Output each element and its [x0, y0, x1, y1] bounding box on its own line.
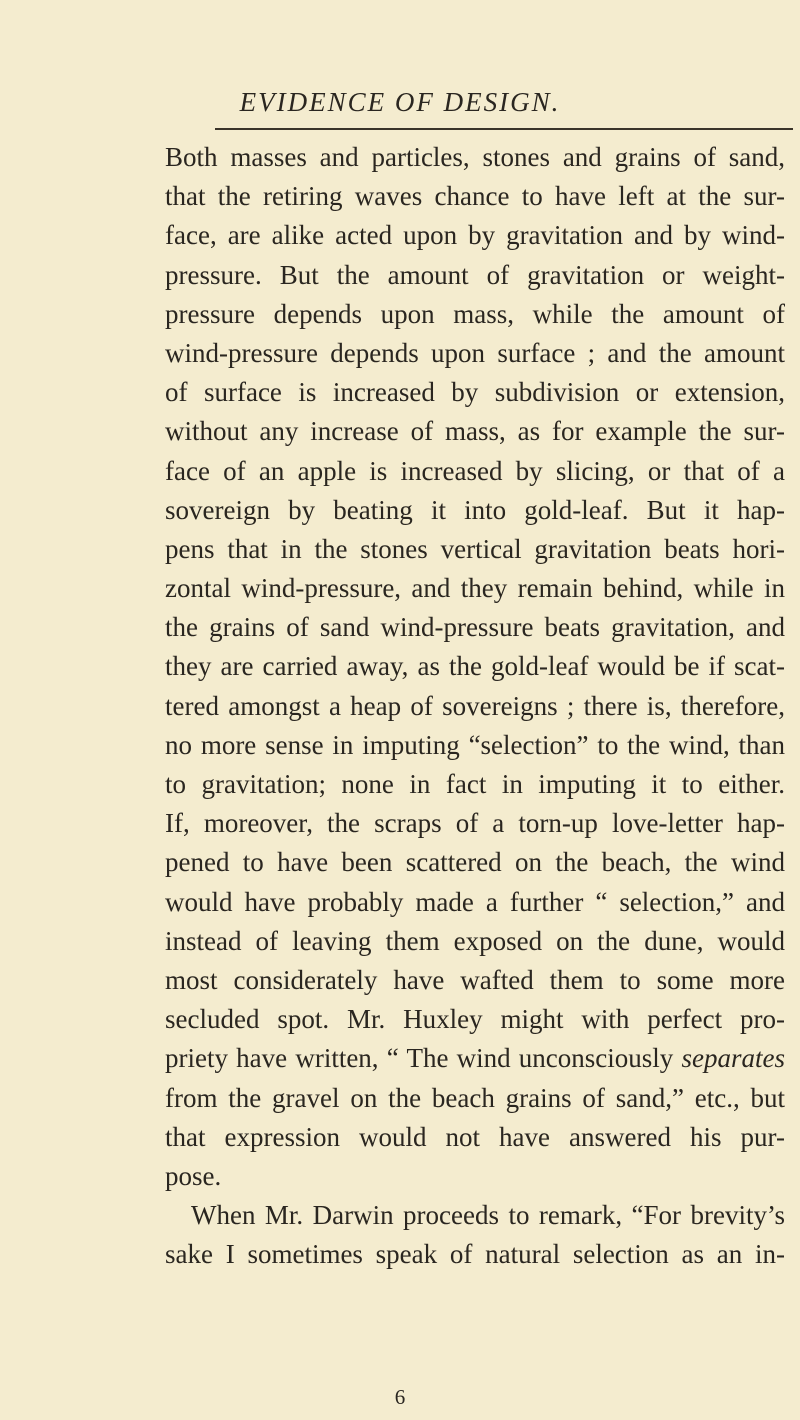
text-line: wind-pressure depends upon surface ; and the amount: [165, 337, 785, 368]
text-line: instead of leaving them exposed on the dune, would: [165, 925, 785, 956]
text-line: If, moreover, the scraps of a torn-up love-letter hap-: [165, 808, 785, 839]
page-number: 6: [394, 1385, 406, 1409]
text-line: secluded spot. Mr. Huxley might with perfect pro-: [165, 1004, 785, 1035]
text-line-paragraph-end: pose.: [165, 1160, 222, 1191]
header-rule: [215, 128, 793, 130]
running-head: EVIDENCE OF DESIGN.: [239, 87, 561, 117]
text-line: tered amongst a heap of sovereigns ; there is, therefore,: [165, 690, 785, 721]
text-line: without any increase of mass, as for example the sur-: [165, 416, 785, 447]
text-line: would have probably made a further “ selection,” and: [165, 886, 785, 917]
text-line: the grains of sand wind-pressure beats gravitation, and: [165, 612, 785, 643]
text-line: zontal wind-pressure, and they remain behind, while in: [165, 573, 785, 604]
text-line: that expression would not have answered his pur-: [165, 1121, 785, 1152]
text-line: that the retiring waves chance to have left at the sur-: [165, 181, 785, 212]
text-line: pressure depends upon mass, while the amount of: [165, 298, 785, 329]
text-line-paragraph-start: When Mr. Darwin proceeds to remark, “For brevity’s: [191, 1200, 785, 1231]
text-line: sovereign by beating it into gold-leaf. But it hap-: [165, 494, 785, 525]
text-line: pens that in the stones vertical gravitation beats hori-: [165, 533, 785, 564]
body-paragraphs: [165, 138, 785, 1274]
text-line: most considerately have wafted them to some more: [165, 964, 785, 995]
text-line-with-emphasis: [165, 1039, 785, 1078]
text-line: no more sense in imputing “selection” to the wind, than: [165, 729, 785, 760]
text-segment: priety have written, “ The wind unconsciously: [165, 1043, 674, 1074]
text-line: pressure. But the amount of gravitation or weight-: [165, 259, 785, 290]
text-line: from the gravel on the beach grains of sand,” etc., but: [165, 1082, 785, 1113]
text-line: face of an apple is increased by slicing, or that of a: [165, 455, 785, 486]
text-line: to gravitation; none in fact in imputing it to either.: [165, 769, 785, 799]
text-line: pened to have been scattered on the beach, the wind: [165, 847, 785, 878]
text-line: they are carried away, as the gold-leaf would be if scat-: [165, 651, 785, 682]
text-line: Both masses and particles, stones and grains of sand,: [165, 142, 785, 172]
text-line: sake I sometimes speak of natural selection as an in-: [165, 1239, 785, 1270]
text-line: face, are alike acted upon by gravitation and by wind-: [165, 220, 785, 251]
emphasis-word: separates: [681, 1043, 786, 1074]
text-line: of surface is increased by subdivision or extension,: [165, 377, 785, 408]
